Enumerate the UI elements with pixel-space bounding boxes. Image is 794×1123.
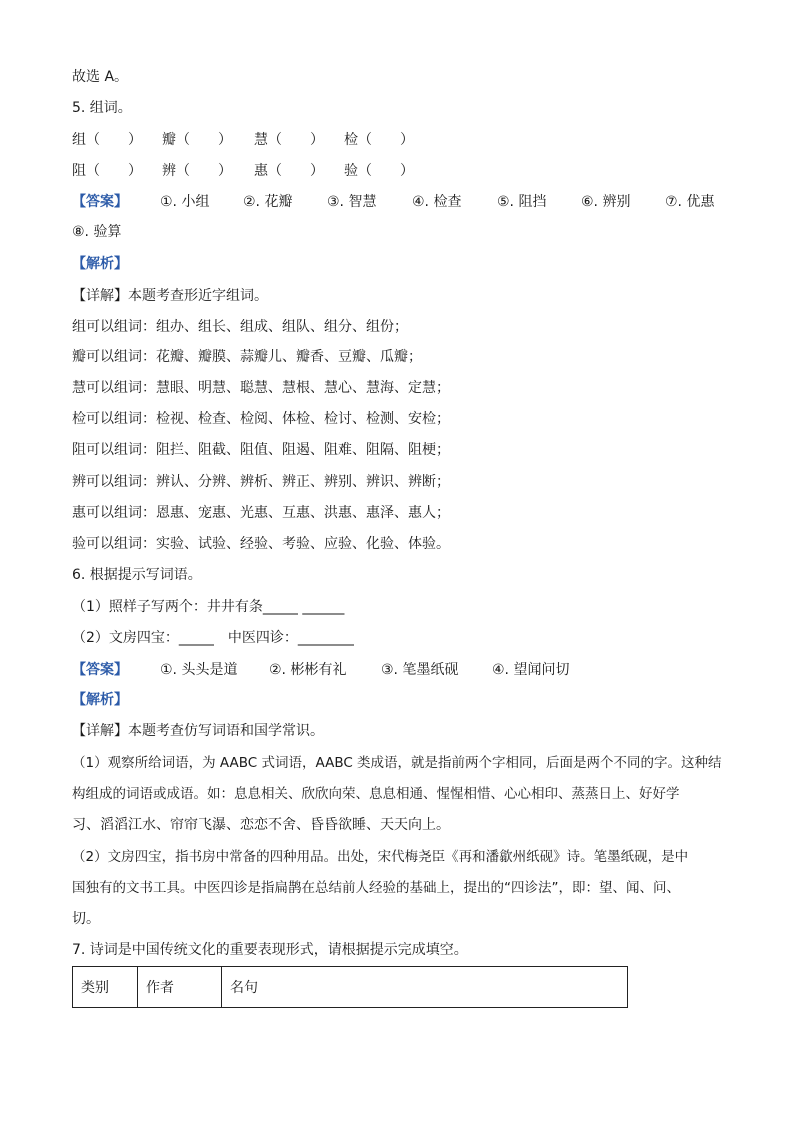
text-line: 慧可以组词：慧眼、明慧、聪慧、慧根、慧心、慧海、定慧； — [72, 380, 450, 396]
question-5-title: 5. 组词。 — [72, 100, 132, 116]
table-header-cell: 名句 — [222, 967, 628, 1008]
text-line: 阻可以组词：阻拦、阻截、阻值、阻遏、阻难、阻隔、阻梗； — [72, 442, 450, 458]
answer-item: ②. 花瓣 — [243, 194, 293, 210]
text-line: （2）文房四宝：_____ 中医四诊：________ — [72, 630, 354, 646]
q5-item: 验（ ） — [344, 163, 414, 179]
q5-item: 阻（ ） — [72, 163, 142, 179]
q5-item: 瓣（ ） — [162, 132, 232, 148]
text-line: 故选 A。 — [72, 69, 129, 85]
answer-item: ⑥. 辨别 — [581, 194, 631, 210]
answer-tag: 【答案】 — [72, 194, 128, 210]
answer-item: ③. 智慧 — [327, 194, 377, 210]
text-line: （1）照样子写两个：井井有条_____ ______ — [72, 599, 345, 615]
text-line: 惠可以组词：恩惠、宠惠、光惠、互惠、洪惠、惠泽、惠人； — [72, 505, 450, 521]
text-line: 验可以组词：实验、试验、经验、考验、应验、化验、体验。 — [72, 536, 450, 552]
answer-item: ⑧. 验算 — [72, 224, 122, 240]
answer-item: ⑤. 阻挡 — [497, 194, 547, 210]
text-line: 构组成的词语或成语。如：息息相关、欣欣向荣、息息相通、惺惺相惜、心心相印、蒸蒸日上、好好学 — [72, 786, 680, 802]
text-line: （1）观察所给词语，为 AABC 式词语，AABC 类成语，就是指前两个字相同，后面是两个不同的字。这种结 — [72, 755, 722, 771]
q5-item: 惠（ ） — [254, 163, 324, 179]
analysis-tag: 【解析】 — [72, 256, 128, 272]
q5-item: 慧（ ） — [254, 132, 324, 148]
answer-tag: 【答案】 — [72, 662, 128, 678]
analysis-tag: 【解析】 — [72, 692, 128, 708]
poetry-table — [72, 966, 628, 1008]
table-header-row — [73, 967, 628, 1008]
text-line: 习、滔滔江水、帘帘飞瀑、恋恋不舍、昏昏欲睡、天天向上。 — [72, 817, 450, 833]
q5-item: 辨（ ） — [162, 163, 232, 179]
answer-item: ②. 彬彬有礼 — [269, 662, 347, 678]
q5-item: 组（ ） — [72, 132, 142, 148]
text-line: 组可以组词：组办、组长、组成、组队、组分、组份； — [72, 319, 408, 335]
text-line: 辨可以组词：辨认、分辨、辨析、辨正、辨别、辨识、辨断； — [72, 474, 450, 490]
question-7-title: 7. 诗词是中国传统文化的重要表现形式，请根据提示完成填空。 — [72, 942, 468, 958]
text-line: 瓣可以组词：花瓣、瓣膜、蒜瓣儿、瓣香、豆瓣、瓜瓣； — [72, 349, 422, 365]
q5-item: 检（ ） — [344, 132, 414, 148]
detail-heading: 【详解】本题考查形近字组词。 — [72, 288, 268, 304]
question-6-title: 6. 根据提示写词语。 — [72, 567, 202, 583]
answer-item: ③. 笔墨纸砚 — [381, 662, 459, 678]
table-header-cell: 作者 — [138, 967, 222, 1008]
answer-item: ⑦. 优惠 — [665, 194, 715, 210]
answer-item: ①. 头头是道 — [160, 662, 238, 678]
detail-heading: 【详解】本题考查仿写词语和国学常识。 — [72, 723, 324, 739]
text-line: （2）文房四宝，指书房中常备的四种用品。出处，宋代梅尧臣《再和潘歙州纸砚》诗。笔墨纸砚，是中 — [72, 849, 689, 865]
text-line: 检可以组词：检视、检查、检阅、体检、检讨、检测、安检； — [72, 411, 450, 427]
answer-item: ①. 小组 — [160, 194, 210, 210]
answer-item: ④. 望闻问切 — [492, 662, 570, 678]
answer-item: ④. 检查 — [412, 194, 462, 210]
text-line: 国独有的文书工具。中医四诊是指扁鹊在总结前人经验的基础上，提出的“四诊法”，即：望、闻、问、 — [72, 880, 680, 896]
text-line: 切。 — [72, 911, 100, 927]
table-header-cell: 类别 — [73, 967, 138, 1008]
